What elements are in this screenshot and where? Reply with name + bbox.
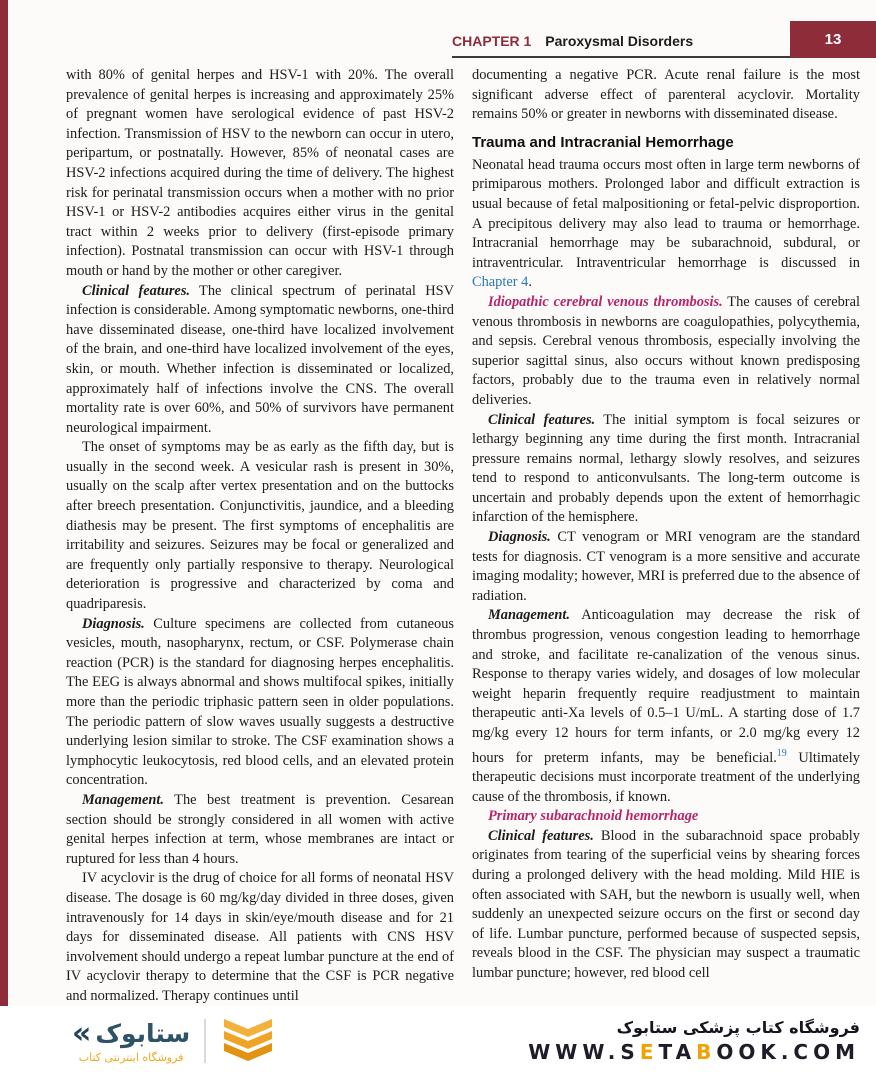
paragraph bbox=[66, 869, 454, 1006]
running-head bbox=[452, 33, 790, 58]
paragraph bbox=[66, 282, 454, 439]
logo-subtitle: فروشگاه اینترنتی کتاب bbox=[78, 1050, 184, 1064]
logo-text-block bbox=[72, 1015, 191, 1064]
paragraph-text: The best treatment is prevention. Cesarean section should be strongly considered in all women with active genital herpes infection at term, whose membranes are intact or ruptured for less than 4 hours. bbox=[66, 791, 454, 867]
paragraph-lead-in: Diagnosis. bbox=[488, 529, 551, 546]
logo-title bbox=[72, 1015, 191, 1051]
subsection-heading: Idiopathic cerebral venous thrombosis. bbox=[488, 293, 723, 310]
paragraph-text: with 80% of genital herpes and HSV-1 with 20%. The overall prevalence of genital herpes is increasing and approximately 25% of pregnant women have serological evidence of past HSV-2 infection. Transmission of HSV to the newborn can occur in utero, peripartum, or postnatally. However, 85% of neonatal cases are HSV-2 infections acquired during the time of delivery. The highest risk for perinatal transmission occurs when a mother with no prior HSV-1 or HSV-2 antibodies acquires either virus in the genital tract within 2 weeks prior to delivery (first-episode primary infection). Postnatal transmission can occur with HSV-1 through mouth or hand by the mother or other caregiver. bbox=[66, 67, 454, 279]
paragraph-text: The initial symptom is focal seizures or lethargy beginning any time during the first month. Intracranial pressure remains normal, lethargy slowly resolves, and seizures tend to respond to anticonvulsants. The long-term outcome is uncertain and probably depends upon the extent of hemorrhagic infarction of the hemisphere. bbox=[472, 411, 860, 526]
url-segment: WWW.S bbox=[528, 1040, 640, 1064]
paragraph bbox=[66, 66, 454, 282]
content-area bbox=[66, 66, 860, 1008]
paragraph bbox=[472, 807, 860, 827]
paragraph bbox=[66, 615, 454, 791]
paragraph-text: Neonatal head trauma occurs most often in large term newborns of primiparous mothers. Prolonged labor and difficult extraction is usual because of fetal malpositioning or fetal-pelvic disproportion. A precipitous delivery may also lead to trauma or hemorrhage. Intracranial hemorrhage may be subarachnoid, subdural, or intraventricular. Intraventricular hemorrhage is discussed in bbox=[472, 156, 860, 271]
paragraph bbox=[66, 438, 454, 614]
paragraph-text: Blood in the subarachnoid space probably originates from tearing of the superficial veins by shearing forces during a prolonged delivery with the head molding. Mild HIE is often associated with SAH, but the newborn is usually well, when suddenly an unexpected seizure occurs on the first or second day of life. Lumbar puncture, performed because of suspected sepsis, reveals blood in the CSF. The physician may suspect a traumatic lumbar puncture; however, red blood cell bbox=[472, 827, 860, 981]
url-segment: TA bbox=[658, 1040, 697, 1064]
paragraph-lead-in: Clinical features. bbox=[82, 282, 191, 299]
paragraph-text: IV acyclovir is the drug of choice for all forms of neonatal HSV disease. The dosage is 60 mg/kg/day divided in three doses, given intravenously for 14 days in skin/eye/mouth disease and for 21 days for disseminated disease. All patients with CNS HSV involvement should undergo a repeat lumbar puncture at the end of IV acyclovir therapy to determine that the CSF is PCR negative and normalized. Therapy continues until bbox=[66, 870, 454, 1004]
paragraph-text: The onset of symptoms may be as early as the fifth day, but is usually in the second week. A vesicular rash is present in 30%, usually on the scalp after vertex presentation and on the buttocks after breech presentation. Conjunctivitis, jaundice, and a bleeding diathesis may be present. The first symptoms of encephalitis are irritability and seizures. Seizures may be focal or generalized and are frequently only partially responsive to therapy. Neurological deterioration is progressive and characterized by coma and quadriparesis. bbox=[66, 439, 454, 613]
paragraph-text: Culture specimens are collected from cutaneous vesicles, mouth, nasopharynx, rectum, or CSF. Polymerase chain reaction (PCR) is the standard for diagnosing herpes encephalitis. The EEG is always abnormal and shows multifocal spikes, initially more than the periodic triphasic pattern seen in older populations. The periodic pattern of slow waves usually suggests a destructive underlying lesion similar to stroke. The CSF examination shows a lymphocytic leukocytosis, red blood cells, and an elevated protein concentration. bbox=[66, 615, 454, 789]
subsection-heading: Primary subarachnoid hemorrhage bbox=[488, 808, 699, 825]
url-segment: OOK.COM bbox=[716, 1040, 860, 1064]
paragraph bbox=[472, 293, 860, 411]
right-column bbox=[472, 66, 860, 1008]
chapter-link[interactable]: Chapter 4 bbox=[472, 274, 529, 291]
header-rule bbox=[452, 21, 876, 58]
paragraph bbox=[472, 66, 860, 125]
page-number-box bbox=[790, 21, 876, 58]
paragraph bbox=[472, 411, 860, 529]
paragraph-text: . bbox=[528, 274, 532, 291]
stacked-chevrons-icon bbox=[220, 1019, 276, 1063]
paragraph-text: documenting a negative PCR. Acute renal failure is the most significant adverse effect of parenteral acyclovir. Mortality remains 50% or greater in newborns with disseminated disease. bbox=[472, 67, 860, 123]
page-number: 13 bbox=[824, 31, 842, 48]
url-segment: B bbox=[696, 1040, 717, 1064]
chapter-title: Paroxysmal Disorders bbox=[545, 33, 694, 49]
footer-url bbox=[528, 1040, 860, 1064]
paragraph-text: The causes of cerebral venous thrombosis in newborns are coagulopathies, polycythemia, and sepsis. Cerebral venous thrombosis, especially involving the superior sagittal sinus, also occurs without known predisposing factors, probably due to the trauma even in relatively normal deliveries. bbox=[472, 293, 860, 408]
paragraph-lead-in: Clinical features. bbox=[488, 411, 596, 428]
paragraph-text: Ultimately therapeutic decisions must incorporate treatment of the underlying cause of the thrombosis, if known. bbox=[472, 749, 860, 805]
left-margin-stripe bbox=[0, 0, 8, 1006]
footer-watermark bbox=[0, 1006, 876, 1080]
store-name: فروشگاه کتاب پزشکی ستابوک bbox=[616, 1018, 860, 1037]
footer-divider bbox=[204, 1019, 206, 1063]
paragraph bbox=[472, 528, 860, 606]
paragraph-lead-in: Diagnosis. bbox=[82, 615, 145, 632]
paragraph bbox=[472, 827, 860, 984]
setabook-logo bbox=[72, 1015, 276, 1064]
paragraph bbox=[472, 606, 860, 807]
logo-wordmark: ستابوک bbox=[95, 1018, 191, 1048]
chapter-label: CHAPTER 1 bbox=[452, 33, 532, 49]
footer-text-block bbox=[528, 1018, 860, 1064]
paragraph-lead-in: Management. bbox=[488, 607, 570, 624]
section-heading: Trauma and Intracranial Hemorrhage bbox=[472, 133, 734, 151]
paragraph-lead-in: Clinical features. bbox=[488, 827, 594, 844]
paragraph-text: Anticoagulation may decrease the risk of thrombus progression, venous congestion leading to hemorrhage and stroke, and facilitate re-canalization of the venous sinus. Response to therapy varies widely, and dosages of low molecular weight heparin frequently require readjustment to maintain therapeutic anti-Xa levels of 0.5–1 U/mL. A starting dose of 1.7 mg/kg every 12 hours for term infants, or 2.0 mg/kg every 12 hours for preterm infants, may be beneficial. bbox=[472, 607, 860, 766]
paragraph-text: CT venogram or MRI venogram are the standard tests for diagnosis. CT venogram is a more sensitive and accurate imaging modality; however, MRI is preferred due to the absence of radiation. bbox=[472, 529, 860, 604]
paragraph bbox=[472, 156, 860, 293]
double-chevron-icon: « bbox=[72, 1015, 92, 1051]
paragraph-lead-in: Management. bbox=[82, 791, 164, 808]
paragraph bbox=[66, 791, 454, 869]
url-segment: E bbox=[639, 1040, 659, 1064]
paragraph-text: The clinical spectrum of perinatal HSV infection is considerable. Among symptomatic newborns, one-third have disseminated disease, one-third have localized involvement of the brain, and one-third have localized involvement of the eyes, skin, or mouth. Whether infection is disseminated or localized, approximately half of infections involve the CNS. The overall mortality rate is over 60%, and 50% of survivors have permanent neurological impairment. bbox=[66, 282, 454, 436]
left-column bbox=[66, 66, 454, 1008]
reference-superscript: 19 bbox=[776, 747, 787, 759]
page-header bbox=[0, 0, 876, 58]
